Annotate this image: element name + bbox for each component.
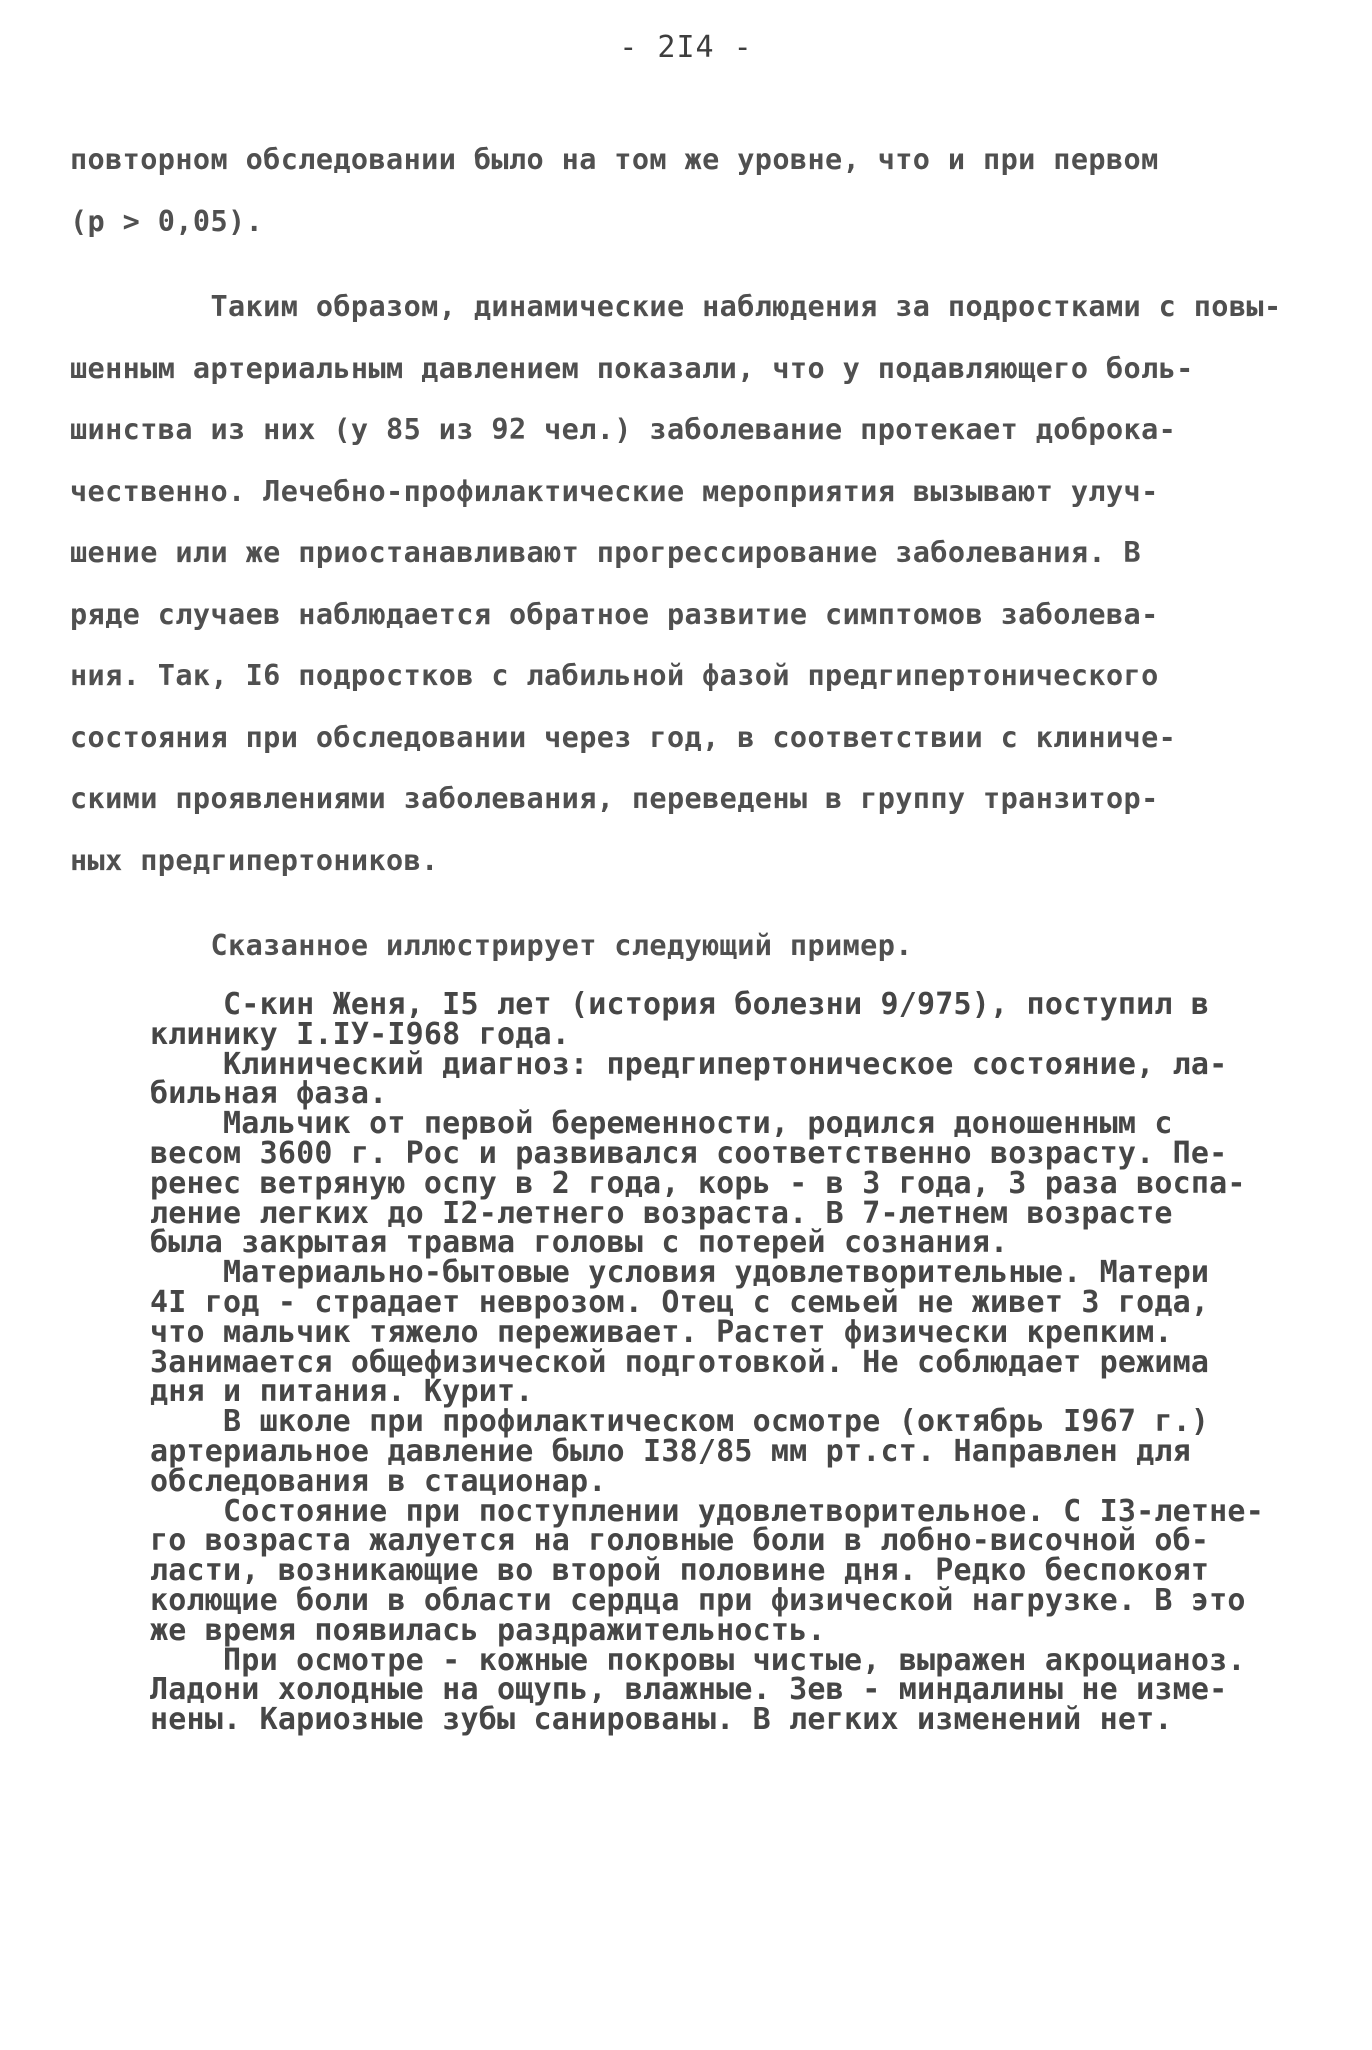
text-line: шинства из них (у 85 из 92 чел.) заболевание протекает доброка- xyxy=(70,413,1177,446)
text-line: ряде случаев наблюдается обратное развитие симптомов заболева- xyxy=(70,597,1159,631)
text-line: Сказанное иллюстрирует следующий пример. xyxy=(70,929,913,962)
main-text-block xyxy=(70,143,1310,991)
text-line: повторном обследовании было на том же уровне, что и при первом xyxy=(70,143,1159,176)
page-number: - 2I4 - xyxy=(619,30,753,65)
case-line: В школе при профилактическом осмотре (октябрь I967 г.) xyxy=(150,1404,1210,1440)
case-line: дня и питания. Курит. xyxy=(150,1374,534,1410)
case-line: С-кин Женя, I5 лет (история болезни 9/975), поступил в xyxy=(150,987,1210,1022)
case-line: что мальчик тяжело переживает. Растет физически крепким. xyxy=(150,1314,1173,1350)
case-line: колющие боли в области сердца при физической нагрузке. В это xyxy=(150,1582,1246,1618)
text-line: шенным артериальным давлением показали, что у подавляющего боль- xyxy=(70,351,1194,385)
case-line: При осмотре - кожные покровы чистые, выражен акроцианоз. xyxy=(150,1642,1246,1678)
case-line: ласти, возникающие во второй половине дня. Редко беспокоят xyxy=(150,1553,1210,1589)
text-line: чественно. Лечебно-профилактические мероприятия вызывают улуч- xyxy=(70,474,1159,508)
case-line: Клинический диагноз: предгипертоническое состояние, ла- xyxy=(150,1046,1228,1082)
text-line: скими проявлениями заболевания, переведены в группу транзитор- xyxy=(70,782,1159,815)
case-line: Ладони холодные на ощупь, влажные. Зев - миндалины не изме- xyxy=(150,1672,1228,1708)
text-line: Таким образом, динамические наблюдения за подростками с повы- xyxy=(70,290,1282,323)
case-line: 4I год - страдает неврозом. Отец с семьей не живет 3 года, xyxy=(150,1284,1210,1320)
case-line: нены. Кариозные зубы санированы. В легких изменений нет. xyxy=(150,1702,1173,1738)
case-line: обследования в стационар. xyxy=(150,1463,607,1499)
text-line: шение или же приостанавливают прогрессирование заболевания. В xyxy=(70,536,1142,569)
case-line: клинику I.IУ-I968 года. xyxy=(150,1016,571,1052)
text-line: состояния при обследовании через год, в соответствии с клиниче- xyxy=(70,720,1177,754)
case-line: Занимается общефизической подготовкой. Не соблюдает режима xyxy=(150,1344,1210,1380)
case-line: была закрытая травма головы с потерей сознания. xyxy=(150,1225,1009,1261)
case-line: Состояние при поступлении удовлетворительное. С I3-летне- xyxy=(150,1493,1264,1529)
text-line: ных предгипертоников. xyxy=(70,843,439,877)
case-line: Мальчик от первой беременности, родился доношенным с xyxy=(150,1106,1173,1142)
case-line: бильная фаза. xyxy=(150,1076,388,1112)
case-line: ление легких до I2-летнего возраста. В 7-летнем возрасте xyxy=(150,1195,1173,1231)
case-line: весом 3600 г. Рос и развивался соответственно возрасту. Пе- xyxy=(150,1135,1228,1171)
text-line: (р > 0,05). xyxy=(70,204,264,238)
case-history-block xyxy=(150,987,1300,1738)
case-line: артериальное давление было I38/85 мм рт.ст. Направлен для xyxy=(150,1433,1191,1469)
text-line: ния. Так, I6 подростков с лабильной фазой предгипертонического xyxy=(70,659,1159,692)
case-line: го возраста жалуется на головные боли в лобно-височной об- xyxy=(150,1523,1210,1559)
case-line: Материально-бытовые условия удовлетворительные. Матери xyxy=(150,1255,1210,1291)
case-line: же время появилась раздражительность. xyxy=(150,1612,826,1648)
case-line: ренес ветряную оспу в 2 года, корь - в 3 года, 3 раза воспа- xyxy=(150,1165,1246,1201)
